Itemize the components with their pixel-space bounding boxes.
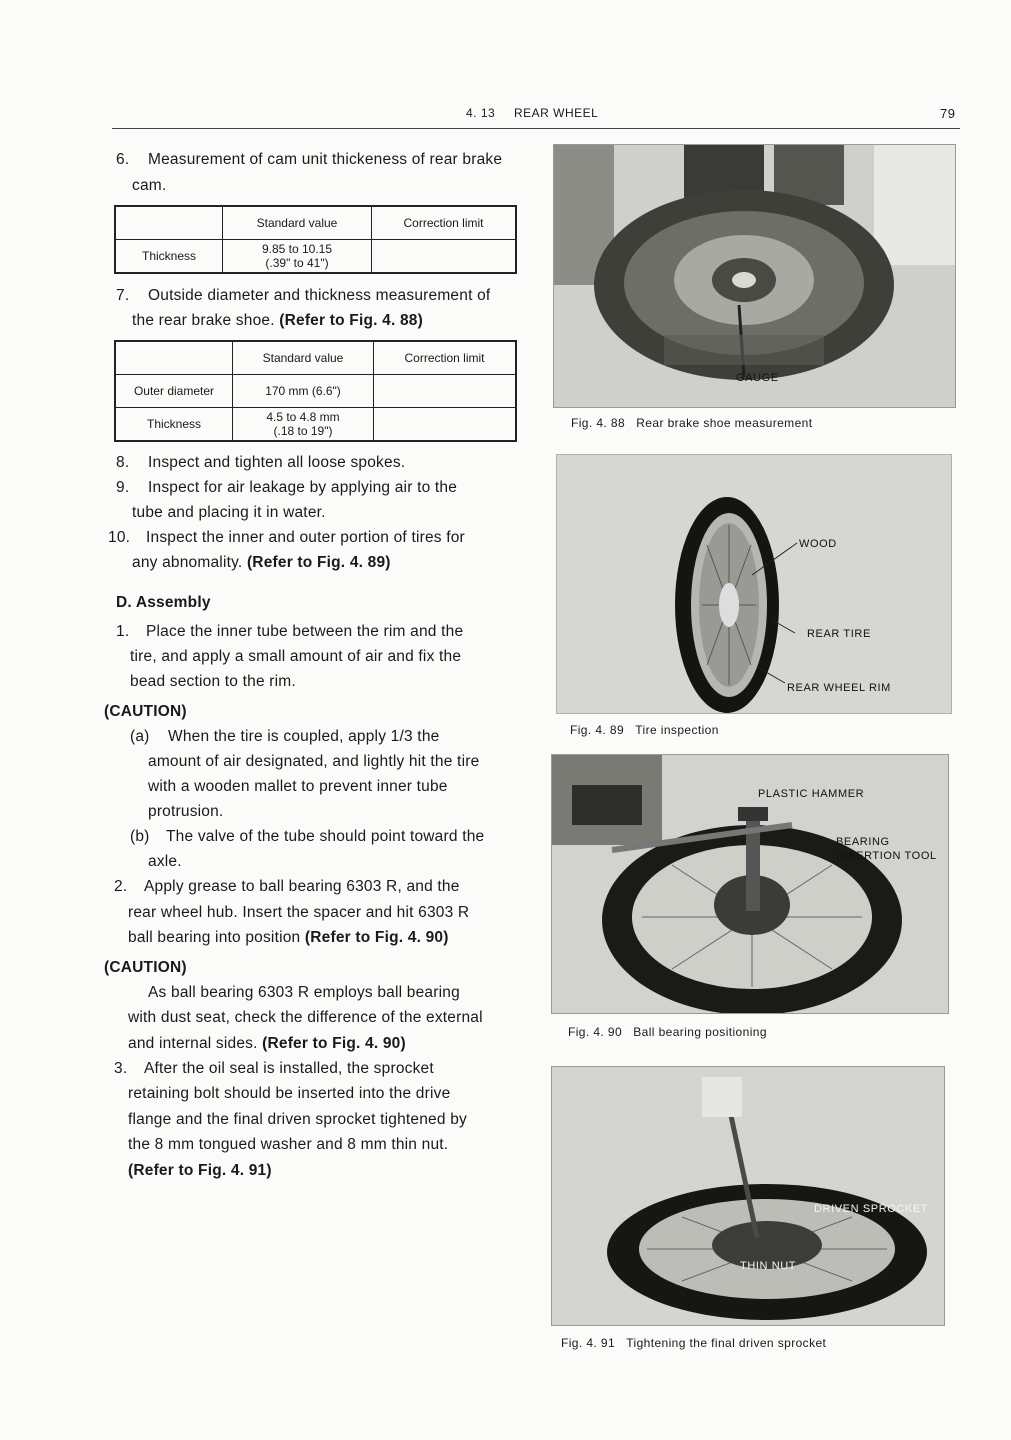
fig-4-90-caption (568, 1025, 767, 1039)
step-7-line1: Outside diameter and thickness measurement of (148, 287, 491, 304)
brake-shoe-table (114, 340, 517, 442)
table2-col-standard: Standard value (233, 341, 374, 374)
assembly-2-number: 2. (114, 878, 128, 895)
assembly-1-line1: Place the inner tube between the rim and the (146, 623, 464, 640)
table1-value-mm: 9.85 to 10.15 (261, 241, 333, 256)
table1-limit (372, 239, 517, 273)
step-10-number: 10. (108, 529, 131, 546)
assembly-1-line3: bead section to the rim. (130, 673, 296, 690)
assembly-2-ref: (Refer to Fig. 4. 90) (304, 929, 449, 946)
step-9-line1: Inspect for air leakage by applying air to the (148, 479, 458, 496)
caution-2-line1: As ball bearing 6303 R employs ball bearing (148, 984, 460, 1001)
step-10-line2: any abnomality. (Refer to Fig. 4. 89) (132, 554, 391, 571)
fig-4-91-title: Tightening the final driven sprocket (626, 1336, 827, 1350)
assembly-2-line2: rear wheel hub. Insert the spacer and hit 6303 R (128, 904, 470, 921)
step-9-line2: tube and placing it in water. (132, 504, 326, 521)
caution-2-ref: (Refer to Fig. 4. 90) (262, 1035, 406, 1052)
table-row (115, 374, 516, 407)
section-title: REAR WHEEL (514, 106, 599, 120)
assembly-1-line2: tire, and apply a small amount of air and fix the (130, 648, 462, 665)
table1-col-limit: Correction limit (372, 206, 517, 239)
caution-b-line2: axle. (148, 853, 182, 870)
assembly-3-line3: flange and the final driven sprocket tightened by (128, 1111, 467, 1128)
step-7-number: 7. (116, 287, 130, 304)
table2-row2-label: Thickness (115, 407, 233, 441)
caution-2-line2: with dust seat, check the difference of the external (128, 1009, 483, 1026)
step-8-number: 8. (116, 454, 130, 471)
fig-4-91-label-sprocket: DRIVEN SPROCKET (814, 1203, 929, 1215)
caution-b-line1: The valve of the tube should point toward the (166, 828, 485, 845)
section-number: 4. 13 (466, 106, 496, 120)
table2-row2-value (233, 407, 374, 441)
caution-2-line3: and internal sides. (Refer to Fig. 4. 90) (128, 1035, 406, 1052)
step-8-text: Inspect and tighten all loose spokes. (148, 454, 406, 471)
fig-4-90-photo (551, 754, 949, 1014)
step-9-number: 9. (116, 479, 130, 496)
assembly-heading: D. Assembly (116, 594, 211, 611)
table-row (115, 407, 516, 441)
step-6-line2: cam. (132, 177, 167, 194)
page-number: 79 (940, 106, 956, 121)
step-10-ref: (Refer to Fig. 4. 89) (246, 554, 391, 571)
assembly-3-ref: (Refer to Fig. 4. 91) (128, 1162, 272, 1179)
assembly-2-line3: ball bearing into position (Refer to Fig. 4. 90) (128, 929, 449, 946)
assembly-1-number: 1. (116, 623, 130, 640)
fig-4-90-label-tool-2: INSERTION TOOL (836, 850, 937, 862)
fig-4-89-photo (556, 454, 952, 714)
fig-4-90-title: Ball bearing positioning (633, 1025, 767, 1039)
caution-a-line1: When the tire is coupled, apply 1/3 the (168, 728, 440, 745)
fig-4-88-title: Rear brake shoe measurement (636, 416, 813, 430)
table2-blank-header (115, 341, 233, 374)
table2-row1-value: 170 mm (6.6") (233, 374, 374, 407)
table2-row2-limit (374, 407, 517, 441)
fig-4-88-photo (553, 144, 956, 408)
table2-row1-label: Outer diameter (115, 374, 233, 407)
fig-4-89-caption (570, 723, 719, 737)
step-7-ref: (Refer to Fig. 4. 88) (279, 312, 423, 329)
table2-row2-value-mm: 4.5 to 4.8 mm (266, 409, 340, 424)
table1-blank-header (115, 206, 223, 239)
table1-row-label: Thickness (115, 239, 223, 273)
fig-4-90-number: Fig. 4. 90 (568, 1025, 623, 1039)
fig-4-91-label-nut: THIN NUT (740, 1260, 797, 1272)
fig-4-89-label-rim: REAR WHEEL RIM (787, 682, 891, 694)
caution-a-line4: protrusion. (148, 803, 224, 820)
table2-row2-value-in: (.18 to 19") (273, 423, 333, 438)
table1-value-in: (.39" to 41") (265, 255, 329, 270)
fig-4-88-caption (571, 416, 812, 430)
caution-a-number: (a) (130, 728, 150, 745)
fig-4-89-label-wood: WOOD (799, 538, 837, 550)
table2-row1-limit (374, 374, 517, 407)
fig-4-89-number: Fig. 4. 89 (570, 723, 625, 737)
caution-2-heading: (CAUTION) (104, 959, 187, 976)
fig-4-91-number: Fig. 4. 91 (561, 1336, 616, 1350)
caution-b-number: (b) (130, 828, 150, 845)
table1-col-standard: Standard value (223, 206, 372, 239)
table1-value (223, 239, 372, 273)
assembly-3-line2: retaining bolt should be inserted into the drive (128, 1085, 451, 1102)
step-6-line1: Measurement of cam unit thickeness of rear brake (148, 151, 503, 168)
fig-4-90-label-hammer: PLASTIC HAMMER (758, 788, 865, 800)
fig-4-91-photo (551, 1066, 945, 1326)
caution-a-line3: with a wooden mallet to prevent inner tube (148, 778, 448, 795)
caution-1-heading: (CAUTION) (104, 703, 187, 720)
assembly-3-number: 3. (114, 1060, 128, 1077)
fig-4-88-number: Fig. 4. 88 (571, 416, 626, 430)
table2-col-limit: Correction limit (374, 341, 517, 374)
assembly-2-line1: Apply grease to ball bearing 6303 R, and the (144, 878, 460, 895)
fig-4-88-label-gauge: GAUGE (736, 372, 779, 384)
step-10-line1: Inspect the inner and outer portion of tires for (146, 529, 465, 546)
assembly-3-line1: After the oil seal is installed, the sprocket (144, 1060, 434, 1077)
fig-4-89-label-tire: REAR TIRE (807, 628, 871, 640)
header-rule (112, 128, 960, 129)
cam-thickness-table (114, 205, 517, 274)
fig-4-89-title: Tire inspection (635, 723, 719, 737)
step-7-line2: the rear brake shoe. (Refer to Fig. 4. 88) (132, 312, 423, 329)
step-6-number: 6. (116, 151, 130, 168)
fig-4-90-label-tool-1: BEARING (836, 836, 890, 848)
assembly-3-line4: the 8 mm tongued washer and 8 mm thin nut. (128, 1136, 449, 1153)
caution-a-line2: amount of air designated, and lightly hit the tire (148, 753, 480, 770)
fig-4-91-caption (561, 1336, 826, 1350)
